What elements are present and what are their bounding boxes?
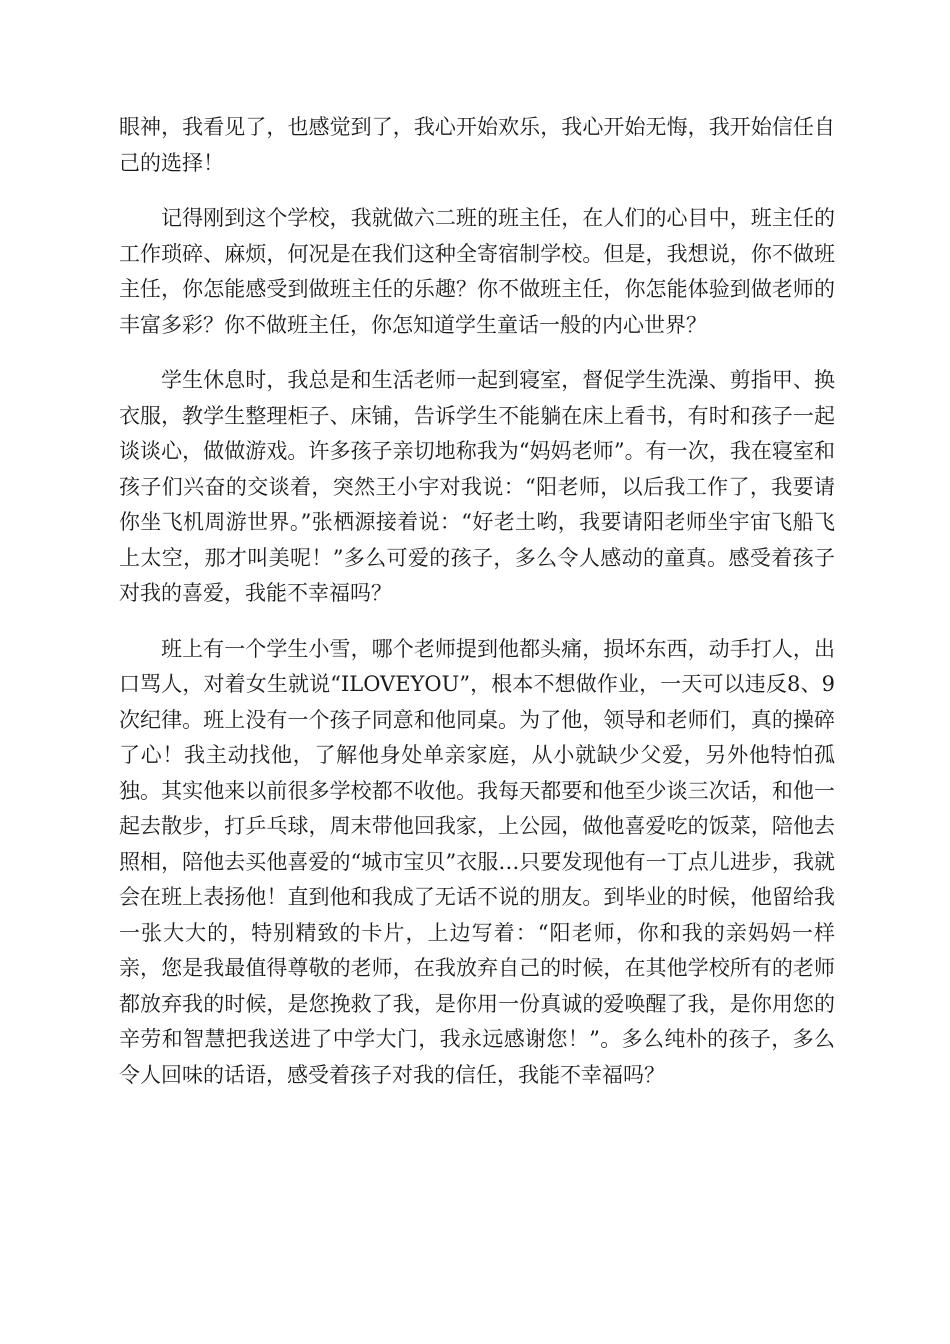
paragraph-1: 眼神，我看见了，也感觉到了，我心开始欢乐，我心开始无悔，我开始信任自己的选择！ [119, 115, 835, 175]
document-body [119, 110, 835, 1113]
paragraph-4: 班上有一个学生小雪，哪个老师提到他都头痛，损坏东西，动手打人，出口骂人，对着女生就说“ILOVEYOU”，根本不想做作业，一天可以违反8、9次纪律。班上没有一个孩子同意和他同桌。为了他，领导和老师们，真的操碎了心！我主动找他，了解他身处单亲家庭，从小就缺少父爱，另外他特怕孤独。其实他来以前很多学校都不收他。我每天都要和他至少谈三次话，和他一起去散步，打乒乓球，周末带他回我家，上公园，做他喜爱吃的饭菜，陪他去照相，陪他去买他喜爱的“城市宝贝”衣服…只要发现他有一丁点儿进步，我就会在班上表扬他！直到他和我成了无话不说的朋友。到毕业的时候，他留给我一张大大的，特别精致的卡片，上边写着：“阳老师，你和我的亲妈妈一样亲，您是我最值得尊敬的老师，在我放弃自己的时候，在其他学校所有的老师都放弃我的时候，是您挽救了我，是你用一份真诚的爱唤醒了我，是你用您的辛劳和智慧把我送进了中学大门，我永远感谢您！”。多么纯朴的孩子，多么令人回味的话语，感受着孩子对我的信任，我能不幸福吗？ [119, 636, 835, 1087]
paragraph-2: 记得刚到这个学校，我就做六二班的班主任，在人们的心目中，班主任的工作琐碎、麻烦，何况是在我们这种全寄宿制学校。但是，我想说，你不做班主任，你怎能感受到做班主任的乐趣？你不做班主任，你怎能体验到做老师的丰富多彩？你不做班主任，你怎知道学生童话一般的内心世界？ [119, 206, 835, 337]
paragraph-3: 学生休息时，我总是和生活老师一起到寝室，督促学生洗澡、剪指甲、换衣服，教学生整理柜子、床铺，告诉学生不能躺在床上看书，有时和孩子一起谈谈心，做做游戏。许多孩子亲切地称我为“妈妈老师”。有一次，我在寝室和孩子们兴奋的交谈着，突然王小宇对我说：“阳老师，以后我工作了，我要请你坐飞机周游世界。”张栖源接着说：“好老土哟，我要请阳老师坐宇宙飞船飞上太空，那才叫美呢！”多么可爱的孩子，多么令人感动的童真。感受着孩子对我的喜爱，我能不幸福吗？ [119, 368, 835, 605]
